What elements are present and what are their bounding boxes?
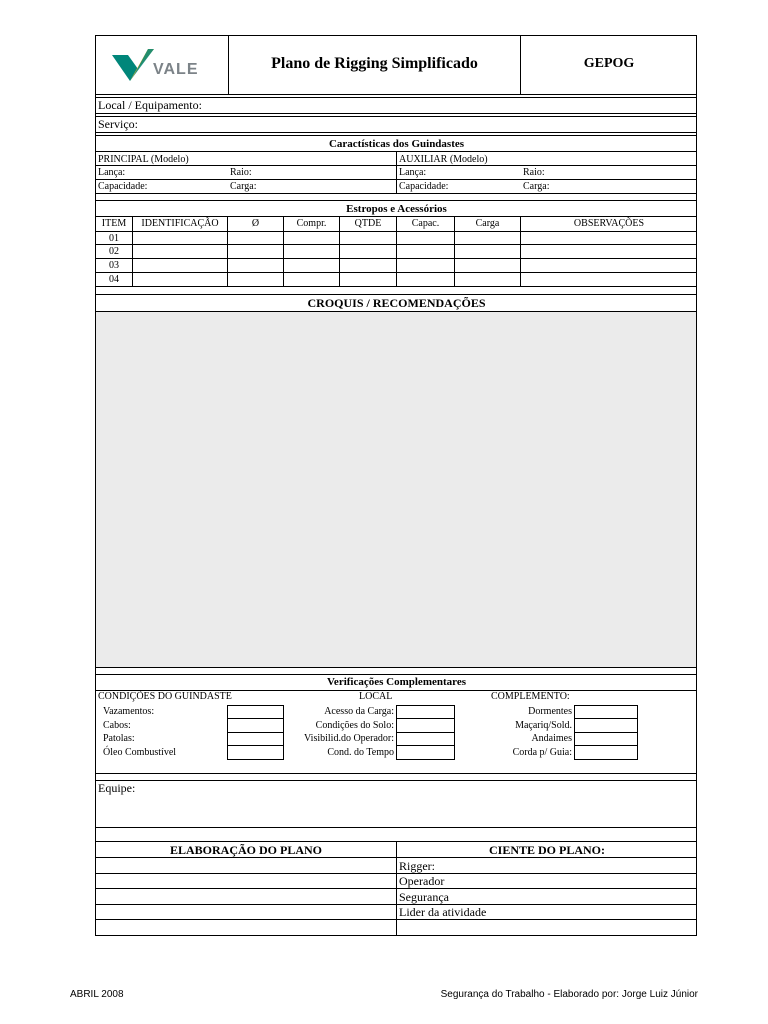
signoff-seguranca[interactable]: Segurança	[399, 890, 449, 904]
item-number: 04	[109, 274, 119, 285]
check-label-condicoes-solo: Condições do Solo:	[315, 720, 394, 731]
col-header-carga: Carga	[475, 218, 500, 229]
auxiliar-carga-field[interactable]: Carga:	[523, 181, 550, 192]
crane-conditions-title: CONDIÇÕES DO GUINDASTE	[98, 691, 232, 702]
col-header-identificacao: IDENTIFICAÇÃO	[141, 218, 219, 229]
col-header-capacidade: Capac.	[411, 218, 440, 229]
vale-logo	[108, 45, 208, 85]
item-number: 01	[109, 233, 119, 244]
form-code: GEPOG	[583, 56, 635, 71]
auxiliar-raio-field[interactable]: Raio:	[523, 167, 545, 178]
check-label-cabos: Cabos:	[103, 720, 131, 731]
auxiliar-lanca-field[interactable]: Lança:	[399, 167, 427, 178]
principal-carga-field[interactable]: Carga:	[230, 181, 257, 192]
servico-field[interactable]: Serviço:	[98, 117, 138, 131]
col-header-observacoes: OBSERVAÇÕES	[573, 218, 645, 229]
col-header-diametro: Ø	[251, 218, 260, 229]
check-label-vazamentos: Vazamentos:	[103, 706, 155, 717]
cranes-section-title: Caractísticas dos Guindastes	[328, 138, 465, 150]
col-header-quantidade: QTDE	[354, 218, 382, 229]
check-label-macarico: Maçariq/Sold.	[515, 720, 572, 731]
sketch-section-title: CROQUIS / RECOMENDAÇÕES	[307, 296, 486, 310]
check-label-acesso-carga: Acesso da Carga:	[324, 706, 394, 717]
principal-raio-field[interactable]: Raio:	[230, 167, 252, 178]
col-header-comprimento: Compr.	[296, 218, 327, 229]
elaboracao-title: ELABORAÇÃO DO PLANO	[169, 843, 322, 857]
equipe-field[interactable]: Equipe:	[98, 781, 136, 795]
complemento-title: COMPLEMENTO:	[491, 691, 570, 702]
item-number: 02	[109, 246, 119, 257]
local-equipamento-field[interactable]: Local / Equipamento:	[98, 98, 202, 112]
check-label-visibilidade: Visibilid.do Operador:	[304, 733, 394, 744]
principal-capacidade-field[interactable]: Capacidade:	[98, 181, 148, 192]
check-label-tempo: Cond. do Tempo	[327, 747, 394, 758]
signoff-rigger[interactable]: Rigger:	[399, 859, 435, 873]
vale-logo-mark	[108, 45, 158, 85]
signoff-lider[interactable]: Lider da atividade	[399, 905, 487, 919]
checks-section-title: Verificações Complementares	[327, 676, 466, 688]
principal-model-field[interactable]: PRINCIPAL (Modelo)	[98, 154, 189, 165]
ciente-title: CIENTE DO PLANO:	[488, 843, 605, 857]
check-label-dormentes: Dormentes	[528, 706, 572, 717]
footer-credit: Segurança do Trabalho - Elaborado por: Jorge Luiz Júnior	[440, 989, 698, 1000]
check-label-corda: Corda p/ Guia:	[512, 747, 572, 758]
slings-section-title: Estropos e Acessórios	[346, 203, 447, 215]
check-label-patolas: Patolas:	[103, 733, 135, 744]
auxiliar-capacidade-field[interactable]: Capacidade:	[399, 181, 449, 192]
vale-logo-text: VALE	[153, 61, 199, 78]
page-title: Plano de Rigging Simplificado	[271, 55, 478, 72]
signoff-operador[interactable]: Operador	[399, 874, 445, 888]
principal-lanca-field[interactable]: Lança:	[98, 167, 126, 178]
local-title: LOCAL	[359, 691, 393, 702]
footer-date: ABRIL 2008	[70, 989, 124, 1000]
sketch-area[interactable]	[96, 311, 697, 667]
check-label-andaimes: Andaimes	[531, 733, 572, 744]
item-number: 03	[109, 260, 119, 271]
check-label-oleo: Óleo Combustível	[103, 747, 177, 758]
col-header-item: ITEM	[101, 218, 127, 229]
auxiliar-model-field[interactable]: AUXILIAR (Modelo)	[399, 154, 488, 165]
